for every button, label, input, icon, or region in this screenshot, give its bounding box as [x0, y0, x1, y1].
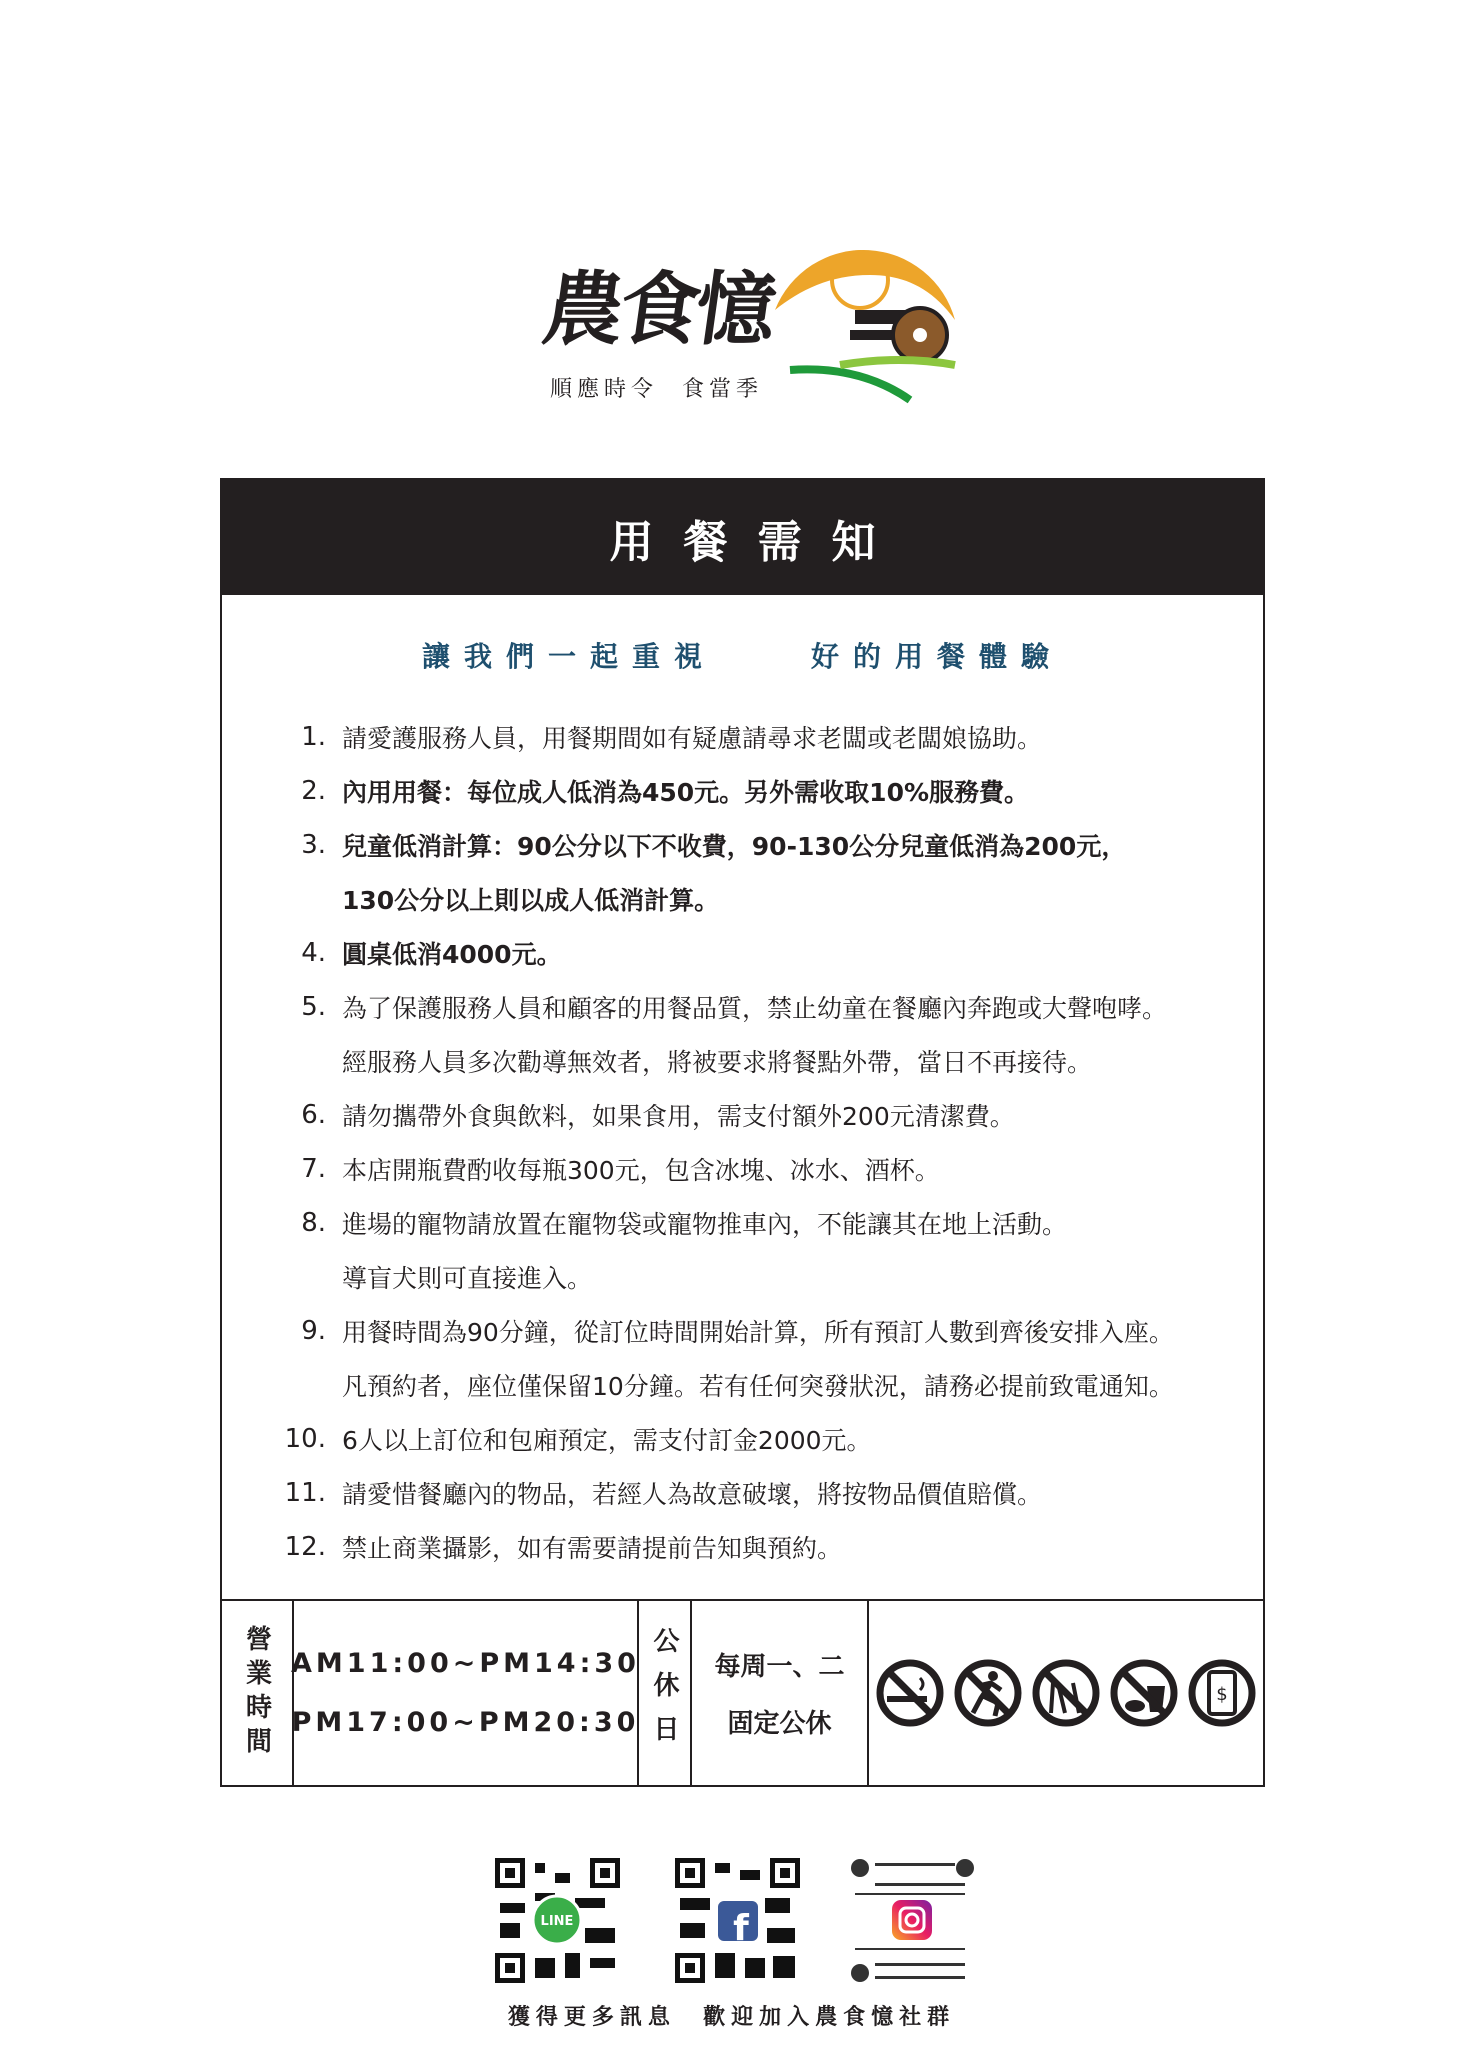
- item-text: 兒童低消計算：90公分以下不收費，90-130公分兒童低消為200元，: [342, 832, 1127, 861]
- logo-slogan: 順應時令 食當季: [550, 377, 763, 402]
- notice-list: [282, 710, 1243, 1574]
- notice-item-continued: [282, 1358, 1243, 1412]
- no-smoking-icon: [875, 1658, 945, 1728]
- prohibition-icons: [869, 1601, 1263, 1785]
- hours-label: 營業時間: [241, 1625, 272, 1761]
- item-number: 4.: [301, 938, 326, 968]
- notice-item: [282, 1520, 1243, 1574]
- svg-text:$: $: [1216, 1684, 1228, 1705]
- notice-item-continued: [282, 872, 1243, 926]
- item-text-continued: 導盲犬則可直接進入。: [342, 1264, 593, 1293]
- item-text-continued: 130公分以上則以成人低消計算。: [342, 886, 720, 915]
- hours-dinner: PM17:00~PM20:30: [291, 1707, 640, 1738]
- logo-name: 農食憶: [537, 262, 779, 356]
- hours-lunch: AM11:00~PM14:30: [291, 1648, 640, 1679]
- svg-text:f: f: [733, 1908, 749, 1949]
- item-text: 請愛護服務人員，用餐期間如有疑慮請尋求老闆或老闆娘協助。: [342, 724, 1043, 753]
- dining-notice: [220, 478, 1265, 1787]
- notice-item: [282, 818, 1243, 872]
- notice-item-continued: [282, 1250, 1243, 1304]
- instagram-qr-code[interactable]: [850, 1858, 975, 1983]
- notice-item: [282, 1466, 1243, 1520]
- closed-days: 每周一、二: [714, 1652, 845, 1682]
- no-outside-food-icon: [1109, 1658, 1179, 1728]
- no-running-icon: [953, 1658, 1023, 1728]
- notice-item: [282, 1304, 1243, 1358]
- facebook-qr-code[interactable]: [675, 1858, 800, 1983]
- notice-item: [282, 1142, 1243, 1196]
- item-text: 請勿攜帶外食與飲料，如果食用，需支付額外200元清潔費。: [342, 1102, 1015, 1131]
- logo-emblem-icon: [760, 205, 960, 405]
- line-logo-icon: LINE: [540, 1914, 574, 1929]
- info-row: [222, 1599, 1263, 1785]
- item-text: 圓桌低消4000元。: [342, 940, 562, 969]
- item-text: 6人以上訂位和包廂預定，需支付訂金2000元。: [342, 1426, 872, 1455]
- notice-item: [282, 926, 1243, 980]
- no-kids-running-icon: [1031, 1658, 1101, 1728]
- item-number: 6.: [301, 1100, 326, 1130]
- item-number: 5.: [301, 992, 326, 1022]
- item-number: 8.: [301, 1208, 326, 1238]
- item-text: 用餐時間為90分鐘，從訂位時間開始計算，所有預訂人數到齊後安排入座。: [342, 1318, 1174, 1347]
- item-text-continued: 凡預約者，座位僅保留10分鐘。若有任何突發狀況，請務必提前致電通知。: [342, 1372, 1174, 1401]
- item-number: 7.: [301, 1154, 326, 1184]
- notice-item: [282, 764, 1243, 818]
- item-number: 9.: [301, 1316, 326, 1346]
- item-text: 進場的寵物請放置在寵物袋或寵物推車內，不能讓其在地上活動。: [342, 1210, 1068, 1239]
- logo: [537, 205, 945, 410]
- notice-item: [282, 710, 1243, 764]
- instagram-logo-icon: [892, 1900, 932, 1940]
- notice-item: [282, 1412, 1243, 1466]
- item-text: 內用用餐：每位成人低消為450元。另外需收取10%服務費。: [342, 778, 1030, 807]
- notice-subtitle: 讓我們一起重視 好的用餐體驗: [422, 640, 1063, 673]
- item-number: 10.: [284, 1424, 326, 1454]
- line-qr-code[interactable]: [495, 1858, 620, 1983]
- item-number: 1.: [301, 722, 326, 752]
- item-text: 禁止商業攝影，如有需要請提前告知與預約。: [342, 1534, 843, 1563]
- notice-item: [282, 1196, 1243, 1250]
- item-number: 2.: [301, 776, 326, 806]
- item-number: 12.: [284, 1532, 326, 1562]
- item-text: 為了保護服務人員和顧客的用餐品質，禁止幼童在餐廳內奔跑或大聲咆哮。: [342, 994, 1168, 1023]
- item-number: 3.: [301, 830, 326, 860]
- closed-note: 固定公休: [727, 1709, 832, 1739]
- item-number: 11.: [284, 1478, 326, 1508]
- notice-item: [282, 980, 1243, 1034]
- notice-title: 用餐需知: [222, 480, 1263, 595]
- social-footer: 獲得更多訊息 歡迎加入農食憶社群: [507, 2005, 956, 2030]
- notice-item-continued: [282, 1034, 1243, 1088]
- item-text-continued: 經服務人員多次勸導無效者，將被要求將餐點外帶，當日不再接待。: [342, 1048, 1093, 1077]
- no-cash-icon: [1187, 1658, 1257, 1728]
- item-text: 本店開瓶費酌收每瓶300元，包含冰塊、冰水、酒杯。: [342, 1156, 940, 1185]
- item-text: 請愛惜餐廳內的物品，若經人為故意破壞，將按物品價值賠償。: [342, 1480, 1043, 1509]
- closed-label: 公休日: [649, 1627, 679, 1759]
- notice-item: [282, 1088, 1243, 1142]
